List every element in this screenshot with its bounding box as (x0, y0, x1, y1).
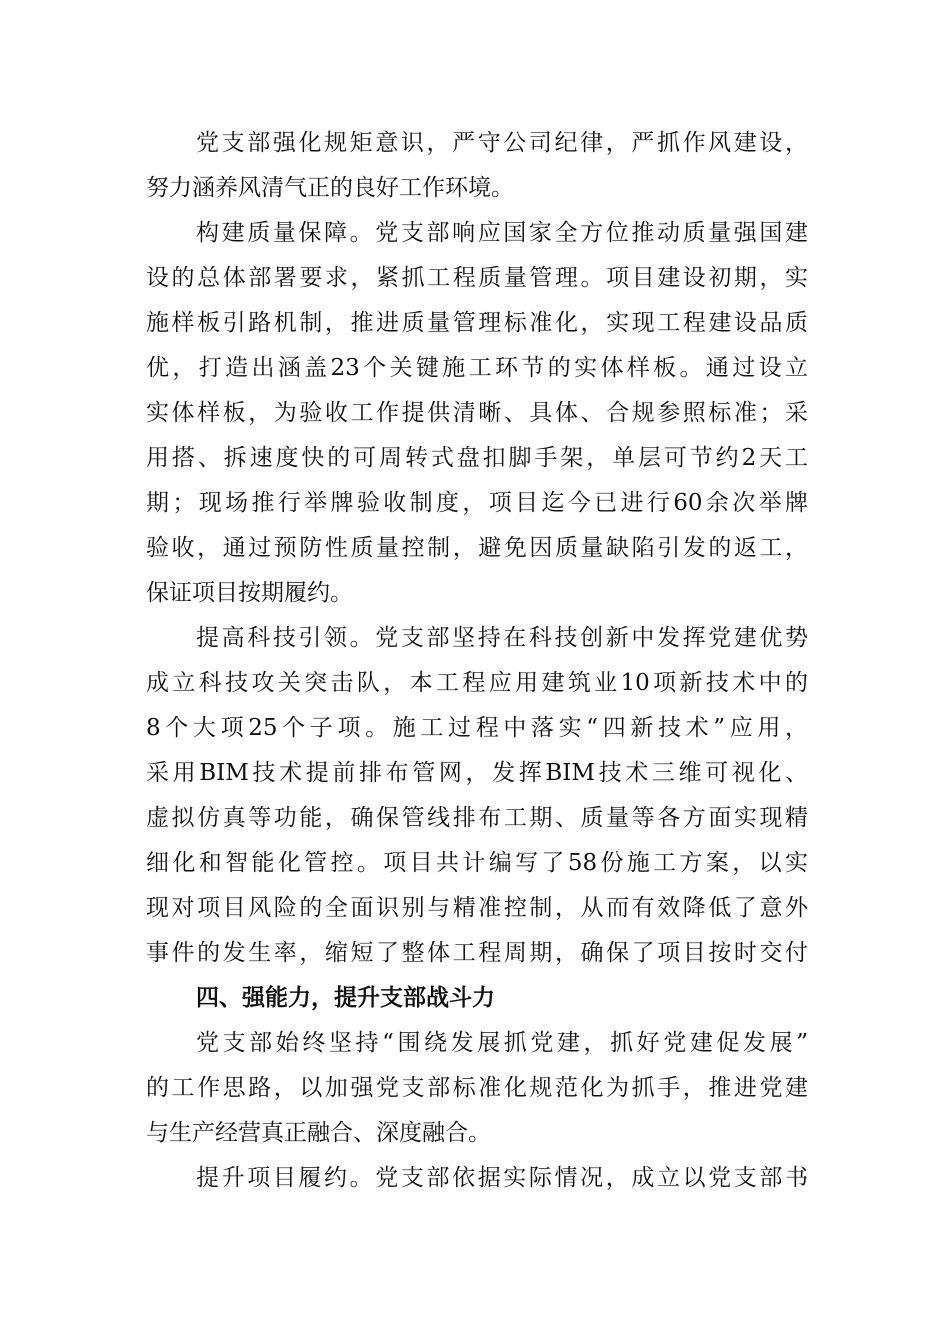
paragraph-3-line-3: 8个大项25个子项。施工过程中落实“四新技术”应用， (146, 715, 808, 741)
paragraph-3-line-1: 提高科技引领。党支部坚持在科技创新中发挥党建优势 (196, 625, 808, 651)
paragraph-4-line-3: 与生产经营真正融合、深度融合。 (146, 1120, 491, 1146)
paragraph-3-line-2: 成立科技攻关突击队，本工程应用建筑业10项新技术中的 (146, 670, 808, 696)
paragraph-2-line-3: 施样板引路机制，推进质量管理标准化，实现工程建设品质 (146, 310, 808, 336)
paragraph-2-line-6: 用搭、拆速度快的可周转式盘扣脚手架，单层可节约2天工 (146, 445, 808, 471)
paragraph-2-line-9: 保证项目按期履约。 (146, 580, 353, 606)
section-heading: 四、强能力，提升支部战斗力 (196, 985, 495, 1011)
paragraph-2-line-8: 验收，通过预防性质量控制，避免因质量缺陷引发的返工， (146, 535, 808, 561)
paragraph-2-line-1: 构建质量保障。党支部响应国家全方位推动质量强国建 (196, 220, 808, 246)
paragraph-2-line-7: 期；现场推行举牌验收制度，项目迄今已进行60余次举牌 (146, 490, 808, 516)
paragraph-3-line-7: 现对项目风险的全面识别与精准控制，从而有效降低了意外 (146, 895, 808, 921)
paragraph-5-line-1: 提升项目履约。党支部依据实际情况，成立以党支部书 (196, 1165, 808, 1191)
paragraph-3-line-6: 细化和智能化管控。项目共计编写了58份施工方案，以实 (146, 850, 808, 876)
paragraph-4-line-2: 的工作思路，以加强党支部标准化规范化为抓手，推进党建 (146, 1075, 808, 1101)
paragraph-2-line-5: 实体样板，为验收工作提供清晰、具体、合规参照标准；采 (146, 400, 808, 426)
paragraph-1-line-1: 党支部强化规矩意识，严守公司纪律，严抓作风建设， (196, 130, 808, 156)
paragraph-3-line-4: 采用BIM技术提前排布管网，发挥BIM技术三维可视化、 (146, 760, 808, 786)
paragraph-4-line-1: 党支部始终坚持“围绕发展抓党建，抓好党建促发展” (196, 1030, 808, 1056)
paragraph-3-line-5: 虚拟仿真等功能，确保管线排布工期、质量等各方面实现精 (146, 805, 808, 831)
paragraph-3-line-8: 事件的发生率，缩短了整体工程周期，确保了项目按时交付 (146, 940, 808, 966)
paragraph-2-line-4: 优，打造出涵盖23个关键施工环节的实体样板。通过设立 (146, 355, 808, 381)
paragraph-1-line-2: 努力涵养风清气正的良好工作环境。 (146, 175, 514, 201)
paragraph-2-line-2: 设的总体部署要求，紧抓工程质量管理。项目建设初期，实 (146, 265, 808, 291)
